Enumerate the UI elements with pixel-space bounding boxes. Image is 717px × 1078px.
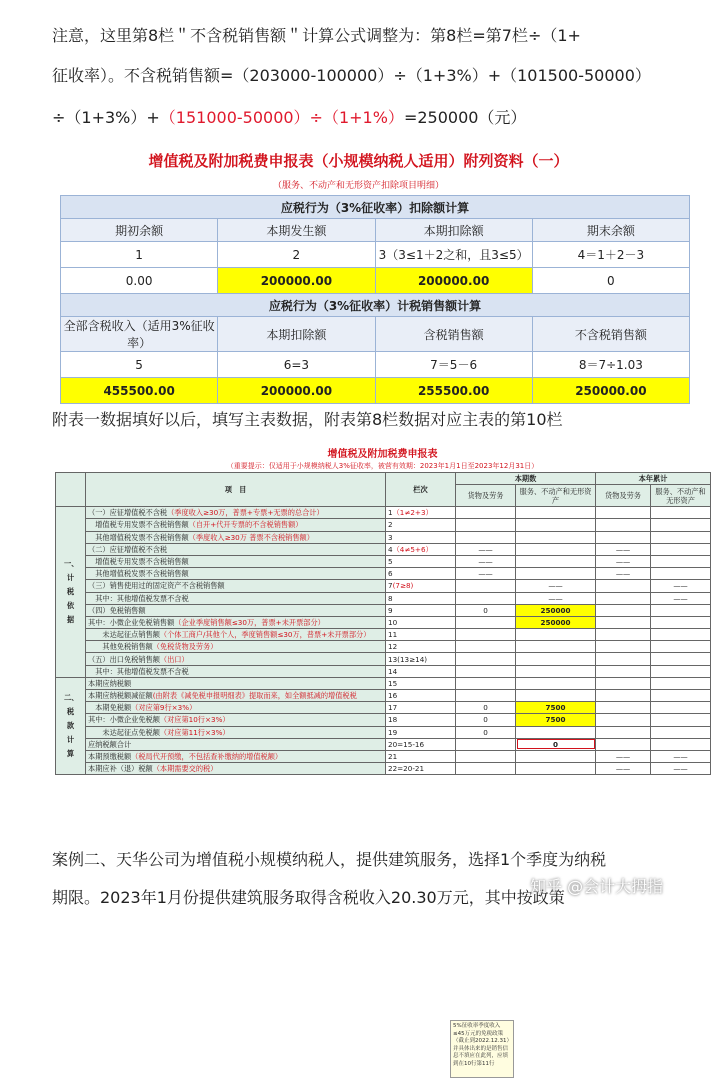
row-item-label: 未达起征点免税额 (88, 727, 160, 737)
table2-subtitle: （重要提示：仅适用于小规模纳税人3%征收率，被营有效期：2023年1月1日至2023年12月31日） (226, 462, 539, 470)
cell-ys (651, 568, 711, 580)
row-item-label: 其中：其他增值税发票不含税 (88, 666, 189, 676)
cell-s (516, 763, 596, 775)
table-row (56, 568, 711, 580)
cell-ys (651, 665, 711, 677)
row-item-label: 增值税专用发票不含税销售额 (88, 557, 189, 567)
row-line (386, 555, 456, 567)
col-period-header: 本期数 (456, 473, 596, 485)
t1-v2-2: 255500.00 (375, 378, 532, 404)
row-item (86, 629, 386, 641)
row-line (386, 604, 456, 616)
case-line-1: 案例二、天华公司为增值税小规模纳税人，提供建筑服务，选择1个季度为纳税 (52, 850, 607, 869)
row-item (86, 702, 386, 714)
row-item-label: 未达起征点销售额 (88, 630, 160, 640)
row-item (86, 580, 386, 592)
row-item-note: （自开+代开专票的不含税销售额） (188, 520, 303, 530)
row-item (86, 750, 386, 762)
t1-v2-1: 200000.00 (218, 378, 375, 404)
section2-header: 应税行为（3%征收率）计税销售额计算 (61, 294, 690, 317)
t1-h2-0: 全部含税收入（适用3%征收率） (61, 317, 218, 352)
cell-yg (596, 580, 651, 592)
cell-s (516, 519, 596, 531)
cell-g: 0 (456, 726, 516, 738)
table-row (56, 665, 711, 677)
section1-header: 应税行为（3%征收率）扣除额计算 (61, 196, 690, 219)
table-row (56, 519, 711, 531)
row-item-note: （本期需要交的税） (152, 764, 218, 774)
cell-s: —— (516, 592, 596, 604)
row-item (86, 714, 386, 726)
cell-yg (596, 519, 651, 531)
cell-s: 0 (516, 738, 596, 750)
row-line-number: 6 (388, 569, 393, 579)
cell-yg: —— (596, 555, 651, 567)
row-item-label: 其他增值税发票不含税销售额 (88, 569, 189, 579)
row-item (86, 531, 386, 543)
cell-g (456, 641, 516, 653)
cell-s: 7500 (516, 714, 596, 726)
table-row (56, 763, 711, 775)
t1-n2-1: 6=3 (218, 352, 375, 378)
row-item-label: （一）应征增值税不含税 (88, 508, 168, 518)
row-line-number: 3 (388, 532, 393, 542)
row-line-number: 9 (388, 605, 393, 615)
cell-s (516, 750, 596, 762)
intro-line-3b: =250000（元） (403, 108, 527, 127)
row-line-number: 11 (388, 630, 398, 640)
cell-ys (651, 543, 711, 555)
row-line-number: 10 (388, 617, 398, 627)
cell-ys (651, 604, 711, 616)
cell-g (456, 580, 516, 592)
intro-line-3a: ÷（1+3%）+ (52, 108, 160, 127)
table-row (56, 629, 711, 641)
cell-s (516, 653, 596, 665)
row-line-number: 4 (388, 544, 393, 554)
row-line (386, 750, 456, 762)
table1-subtitle: （服务、不动产和无形资产扣除项目明细） (272, 181, 444, 191)
row-item (86, 568, 386, 580)
row-item (86, 592, 386, 604)
row-item-label: 其中：小微企业免税销售额 (88, 617, 175, 627)
row-item-label: （四）免税销售额 (88, 605, 146, 615)
cell-s: 250000 (516, 604, 596, 616)
table-row (56, 702, 711, 714)
row-item-note: （个体工商户/其他个人，季度销售额≤30万，普票+未开票部分） (159, 630, 371, 640)
row-item-label: 其他免税销售额 (88, 642, 153, 652)
table-row (56, 714, 711, 726)
intro-line-1: 注意，这里第8栏＂不含税销售额＂计算公式调整为：第8栏=第7栏÷（1+ (52, 26, 581, 45)
row-item (86, 543, 386, 555)
side-label-tax: 二、税款计算 (56, 677, 86, 775)
t1-n2-2: 7＝5－6 (375, 352, 532, 378)
row-line (386, 763, 456, 775)
row-item-note: （对应第11行×3%） (159, 727, 230, 737)
row-line (386, 641, 456, 653)
cell-s (516, 531, 596, 543)
row-item-label: 本期应补（退）税额 (88, 764, 153, 774)
row-item-note: （出口） (159, 654, 189, 664)
col-goods-header: 货物及劳务 (456, 485, 516, 507)
row-line (386, 519, 456, 531)
intro-line-2: 征收率）。不含税销售额=（203000-100000）÷（1+3%）+（101500-50000） (52, 66, 651, 85)
intro-line-3-red: （151000-50000）÷（1+1%） (159, 108, 404, 127)
table1-title: 增值税及附加税费申报表（小规模纳税人适用）附列资料（一） (148, 152, 569, 170)
row-line (386, 702, 456, 714)
t1-v2-3: 250000.00 (532, 378, 689, 404)
row-item-note: （免税货物及劳务） (152, 642, 218, 652)
cell-g (456, 616, 516, 628)
row-item-label: 增值税专用发票不含税销售额 (88, 520, 189, 530)
row-line-number: 20=15-16 (388, 739, 425, 749)
cell-ys (651, 555, 711, 567)
case-line-2: 期限。2023年1月份提供建筑服务取得含税收入20.30万元，其中按政策 (52, 888, 565, 907)
table-row (56, 726, 711, 738)
cell-g (456, 592, 516, 604)
row-item (86, 641, 386, 653)
row-item-label: 本期应纳税额减征额 (88, 691, 153, 701)
cell-yg: —— (596, 543, 651, 555)
cell-g: 0 (456, 702, 516, 714)
row-item-note: （季度收入≥30万 普票不含税销售额） (188, 532, 314, 542)
cell-ys (651, 519, 711, 531)
row-item (86, 555, 386, 567)
row-line (386, 543, 456, 555)
table-row (56, 641, 711, 653)
cell-g (456, 507, 516, 519)
row-line-number: 13(13≥14) (388, 654, 428, 664)
cell-ys (651, 641, 711, 653)
row-item (86, 726, 386, 738)
row-item-label: 本期预缴税额 (88, 752, 132, 762)
row-line-number: 18 (388, 715, 398, 725)
row-line (386, 629, 456, 641)
cell-s: 7500 (516, 702, 596, 714)
cell-g (456, 653, 516, 665)
t1-h1-2: 本期扣除额 (375, 219, 532, 242)
cell-ys: —— (651, 750, 711, 762)
cell-ys (651, 531, 711, 543)
row-line-note: （1≠2+3） (392, 508, 433, 518)
cell-g: —— (456, 555, 516, 567)
row-line (386, 677, 456, 689)
cell-g (456, 690, 516, 702)
row-item (86, 665, 386, 677)
cell-g (456, 763, 516, 775)
row-item-note: （对应第9行×3%） (131, 703, 197, 713)
row-line-number: 15 (388, 678, 398, 688)
t1-h2-2: 含税销售额 (375, 317, 532, 352)
table-row (56, 507, 711, 519)
cell-yg (596, 665, 651, 677)
row-line-number: 17 (388, 703, 398, 713)
sticky-note: 5%征收率季度收入≤45万元的免税政策（截止到2022.12.31）并具体出来的是销售信息不填应在此列，应填到在10行第11行 (450, 1020, 514, 1078)
row-item (86, 604, 386, 616)
cell-g: —— (456, 543, 516, 555)
row-item-label: （三）销售使用过的固定资产不含税销售额 (88, 581, 225, 591)
cell-s: —— (516, 580, 596, 592)
row-line (386, 568, 456, 580)
table-row (56, 555, 711, 567)
cell-yg: —— (596, 763, 651, 775)
table-row (56, 592, 711, 604)
row-item (86, 507, 386, 519)
row-line (386, 507, 456, 519)
col-service-header: 服务、不动产和无形资产 (516, 485, 596, 507)
t1-v1-1: 200000.00 (218, 268, 375, 294)
cell-yg (596, 616, 651, 628)
row-line (386, 714, 456, 726)
row-item-label: 其中：小微企业免税额 (88, 715, 160, 725)
row-line-note: （4≠5+6） (392, 544, 433, 554)
row-item-label: 其他增值税发票不含税销售额 (88, 532, 189, 542)
cell-ys (651, 726, 711, 738)
table-row (56, 531, 711, 543)
cell-g: —— (456, 568, 516, 580)
row-item (86, 763, 386, 775)
cell-s (516, 543, 596, 555)
cell-s (516, 555, 596, 567)
row-line-number: 19 (388, 727, 398, 737)
table-row (56, 543, 711, 555)
row-item (86, 677, 386, 689)
t1-n1-1: 2 (218, 242, 375, 268)
table-row (56, 738, 711, 750)
cell-s (516, 690, 596, 702)
side-label-basis: 一、计税依据 (56, 507, 86, 678)
table-row (56, 653, 711, 665)
cell-yg (596, 726, 651, 738)
cell-ys (651, 702, 711, 714)
row-line (386, 738, 456, 750)
row-line-number: 16 (388, 691, 398, 701)
t1-n1-2: 3（3≤1＋2之和，且3≤5） (375, 242, 532, 268)
row-line-number: 2 (388, 520, 393, 530)
watermark: 知乎 @会计大拇指 (530, 877, 664, 896)
table-row (56, 690, 711, 702)
row-line-number: 22=20-21 (388, 764, 425, 774)
row-item (86, 653, 386, 665)
mid-text: 附表一数据填好以后，填写主表数据，附表第8栏数据对应主表的第10栏 (52, 410, 563, 429)
cell-yg (596, 531, 651, 543)
row-line-number: 14 (388, 666, 398, 676)
table-row (56, 580, 711, 592)
row-item-label: （二）应征增值税不含税 (88, 544, 168, 554)
table-row (56, 677, 711, 689)
row-item (86, 616, 386, 628)
col-year-header: 本年累计 (596, 473, 711, 485)
cell-s (516, 677, 596, 689)
t1-v1-3: 0 (532, 268, 689, 294)
cell-s: 250000 (516, 616, 596, 628)
t1-h2-3: 不含税销售额 (532, 317, 689, 352)
row-item-label: 本期免税额 (88, 703, 132, 713)
col-item-header: 项 目 (86, 473, 386, 507)
row-item-note: （税局代开预缴，不包括查补缴纳的增值税额） (131, 752, 283, 762)
row-line (386, 665, 456, 677)
intro-line-3 (52, 108, 526, 128)
deduction-table (60, 195, 690, 404)
row-item-label: 本期应纳税额 (88, 678, 132, 688)
cell-ys (651, 738, 711, 750)
row-line (386, 592, 456, 604)
row-line-number: 8 (388, 593, 393, 603)
cell-yg (596, 507, 651, 519)
row-line-note: (7≥8) (392, 581, 414, 591)
cell-g (456, 738, 516, 750)
row-line-number: 12 (388, 642, 398, 652)
cell-ys (651, 677, 711, 689)
cell-s (516, 568, 596, 580)
cell-yg (596, 653, 651, 665)
row-line (386, 616, 456, 628)
t1-v1-2: 200000.00 (375, 268, 532, 294)
cell-g (456, 531, 516, 543)
cell-ys: —— (651, 580, 711, 592)
col-goods-year-header: 货物及劳务 (596, 485, 651, 507)
t1-n1-0: 1 (61, 242, 218, 268)
row-line (386, 690, 456, 702)
table-row (56, 616, 711, 628)
cell-ys (651, 690, 711, 702)
row-item-note: (由附表《减免税申报明细表》提取而来，如全额抵减的增值税税 (152, 691, 357, 701)
cell-yg: —— (596, 750, 651, 762)
t1-v1-0: 0.00 (61, 268, 218, 294)
row-line-number: 5 (388, 557, 393, 567)
cell-yg: —— (596, 568, 651, 580)
cell-s (516, 641, 596, 653)
cell-yg (596, 702, 651, 714)
table-row (56, 750, 711, 762)
row-item-label: 应纳税额合计 (88, 739, 132, 749)
cell-yg (596, 714, 651, 726)
t1-n1-3: 4＝1＋2－3 (532, 242, 689, 268)
cell-yg (596, 592, 651, 604)
row-line (386, 580, 456, 592)
table-row (56, 604, 711, 616)
cell-g (456, 665, 516, 677)
row-line (386, 653, 456, 665)
cell-g (456, 677, 516, 689)
cell-g (456, 519, 516, 531)
row-line-number: 7 (388, 581, 393, 591)
table2-title: 增值税及附加税费申报表 (327, 449, 438, 460)
row-line (386, 531, 456, 543)
row-item-note: （对应第10行×3%） (159, 715, 230, 725)
t1-h1-1: 本期发生额 (218, 219, 375, 242)
cell-s (516, 726, 596, 738)
t1-n2-0: 5 (61, 352, 218, 378)
cell-s (516, 665, 596, 677)
row-line (386, 726, 456, 738)
cell-ys (651, 629, 711, 641)
t1-n2-3: 8＝7÷1.03 (532, 352, 689, 378)
t1-h2-1: 本期扣除额 (218, 317, 375, 352)
cell-yg (596, 629, 651, 641)
cell-ys (651, 616, 711, 628)
row-line-number: 21 (388, 752, 398, 762)
cell-g (456, 750, 516, 762)
col-line-header: 栏次 (386, 473, 456, 507)
row-item-note: （季度收入≥30万，普票+专票+无票的总合计） (167, 508, 324, 518)
cell-g: 0 (456, 714, 516, 726)
row-item (86, 519, 386, 531)
row-item-label: （五）出口免税销售额 (88, 654, 160, 664)
cell-g (456, 629, 516, 641)
row-item (86, 690, 386, 702)
row-item (86, 738, 386, 750)
row-item-note: （企业季度销售额≤30万，普票+未开票部分） (174, 617, 325, 627)
col-service-year-header: 服务、不动产和无形资产 (651, 485, 711, 507)
cell-s (516, 507, 596, 519)
row-item-label: 其中：其他增值税发票不含税 (88, 593, 189, 603)
cell-ys: —— (651, 763, 711, 775)
t1-h1-0: 期初余额 (61, 219, 218, 242)
main-return-table (55, 472, 711, 775)
cell-yg (596, 690, 651, 702)
cell-ys (651, 507, 711, 519)
cell-yg (596, 677, 651, 689)
cell-yg (596, 738, 651, 750)
cell-ys: —— (651, 592, 711, 604)
cell-yg (596, 641, 651, 653)
cell-ys (651, 653, 711, 665)
cell-g: 0 (456, 604, 516, 616)
row-line-number: 1 (388, 508, 393, 518)
t1-v2-0: 455500.00 (61, 378, 218, 404)
cell-ys (651, 714, 711, 726)
t1-h1-3: 期末余额 (532, 219, 689, 242)
cell-yg (596, 604, 651, 616)
cell-s (516, 629, 596, 641)
